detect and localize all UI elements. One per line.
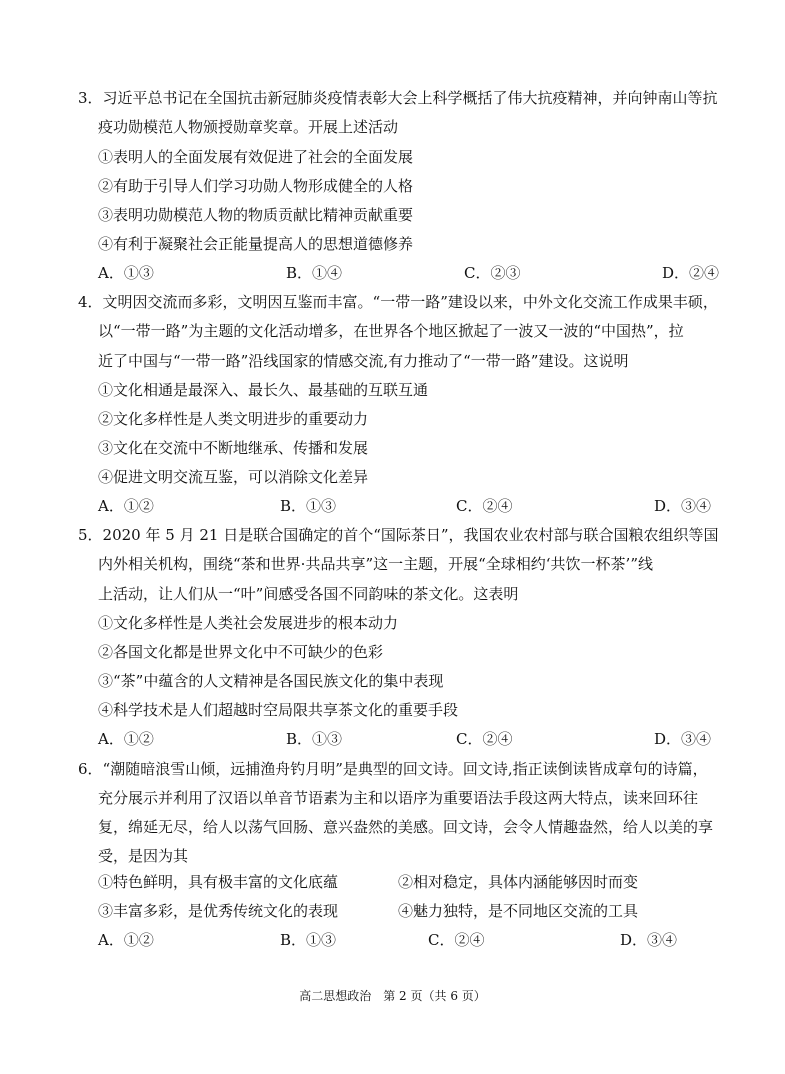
- choice-c: C．②③: [464, 264, 521, 282]
- choice-c: C．②④: [428, 931, 485, 949]
- choice-a: A．①②: [98, 931, 154, 949]
- question-6-option-2: ②相对稳定，具体内涵能够因时而变: [398, 873, 639, 891]
- question-5-option-4: ④科学技术是人们超越时空局限共享茶文化的重要手段: [98, 701, 459, 719]
- question-6-option-1: ①特色鲜明，具有极丰富的文化底蕴: [98, 873, 339, 891]
- page-footer: 高二思想政治 第 2 页（共 6 页）: [299, 989, 486, 1003]
- question-6-option-3: ③丰富多彩，是优秀传统文化的表现: [98, 902, 339, 920]
- choice-a: A．①③: [98, 264, 154, 282]
- question-5-option-1: ①文化多样性是人类社会发展进步的根本动力: [98, 614, 399, 632]
- choice-a: A．①②: [98, 497, 154, 515]
- choice-c: C．②④: [456, 730, 513, 748]
- question-number: 4．: [78, 293, 103, 311]
- choice-d: D．③④: [654, 730, 712, 748]
- choice-b: B．①③: [280, 931, 337, 949]
- question-4-choices: [98, 496, 720, 516]
- question-6-stem-line-1: 6．“潮随暗浪雪山倾，远捕渔舟钓月明”是典型的回文诗。回文诗,指正读倒读皆成章句的诗篇，: [78, 760, 708, 778]
- question-number: 5．: [78, 526, 103, 544]
- question-5-stem-line-2: 内外相关机构，围绕“茶和世界·共品共享”这一主题，开展“全球相约‘共饮一杯茶’”线: [98, 555, 653, 573]
- question-4-option-1: ①文化相通是最深入、最长久、最基础的互联互通: [98, 381, 429, 399]
- choice-b: B．①④: [286, 264, 343, 282]
- question-3-option-4: ④有利于凝聚社会正能量提高人的思想道德修养: [98, 235, 414, 253]
- choice-b: B．①③: [286, 730, 343, 748]
- question-4-option-4: ④促进文明交流互鉴，可以消除文化差异: [98, 468, 369, 486]
- question-4-stem-line-3: 近了中国与“一带一路”沿线国家的情感交流,有力推动了“一带一路”建设。这说明: [98, 352, 629, 370]
- question-3-stem-line-2: 疫功勋模范人物颁授勋章奖章。开展上述活动: [98, 118, 399, 136]
- choice-b: B．①③: [280, 497, 337, 515]
- question-5-option-2: ②各国文化都是世界文化中不可缺少的色彩: [98, 643, 384, 661]
- choice-d: D．③④: [620, 931, 678, 949]
- question-3-option-1: ①表明人的全面发展有效促进了社会的全面发展: [98, 148, 414, 166]
- question-4-stem-line-2: 以“一带一路”为主题的文化活动增多，在世界各个地区掀起了一波又一波的“中国热”，拉: [98, 322, 684, 340]
- question-3-choices: [98, 263, 720, 283]
- question-5-option-3: ③“茶”中蕴含的人文精神是各国民族文化的集中表现: [98, 672, 444, 690]
- question-4-option-3: ③文化在交流中不断地继承、传播和发展: [98, 439, 369, 457]
- question-3-stem-line-1: 3．习近平总书记在全国抗击新冠肺炎疫情表彰大会上科学概括了伟大抗疫精神，并向钟南山等抗: [78, 89, 718, 107]
- question-3-option-3: ③表明功勋模范人物的物质贡献比精神贡献重要: [98, 206, 414, 224]
- question-5-stem-line-1: 5．2020 年 5 月 21 日是联合国确定的首个“国际茶日”，我国农业农村部与联合国粮农组织等国: [78, 526, 719, 544]
- question-4-option-2: ②文化多样性是人类文明进步的重要动力: [98, 410, 369, 428]
- question-3-option-2: ②有助于引导人们学习功勋人物形成健全的人格: [98, 177, 414, 195]
- question-6-choices: [98, 930, 720, 950]
- question-5-choices: [98, 729, 720, 749]
- choice-d: D．②④: [662, 264, 720, 282]
- choice-c: C．②④: [456, 497, 513, 515]
- question-number: 6．: [78, 760, 103, 778]
- choice-a: A．①②: [98, 730, 154, 748]
- question-6-stem-line-3: 复，绵延无尽，给人以荡气回肠、意兴盎然的美感。回文诗，会令人情趣盎然，给人以美的享: [98, 818, 714, 836]
- choice-d: D．③④: [654, 497, 712, 515]
- question-number: 3．: [78, 89, 103, 107]
- question-6-stem-line-4: 受，是因为其: [98, 847, 189, 865]
- question-6-stem-line-2: 充分展示并利用了汉语以单音节语素为主和以语序为重要语法手段这两大特点，读来回环往: [98, 789, 699, 807]
- question-5-stem-line-3: 上活动，让人们从一“叶”间感受各国不同韵味的茶文化。这表明: [98, 585, 519, 603]
- question-6-option-4: ④魅力独特，是不同地区交流的工具: [398, 902, 639, 920]
- question-4-stem-line-1: 4．文明因交流而多彩，文明因互鉴而丰富。“一带一路”建设以来，中外文化交流工作成果丰硕，: [78, 293, 718, 311]
